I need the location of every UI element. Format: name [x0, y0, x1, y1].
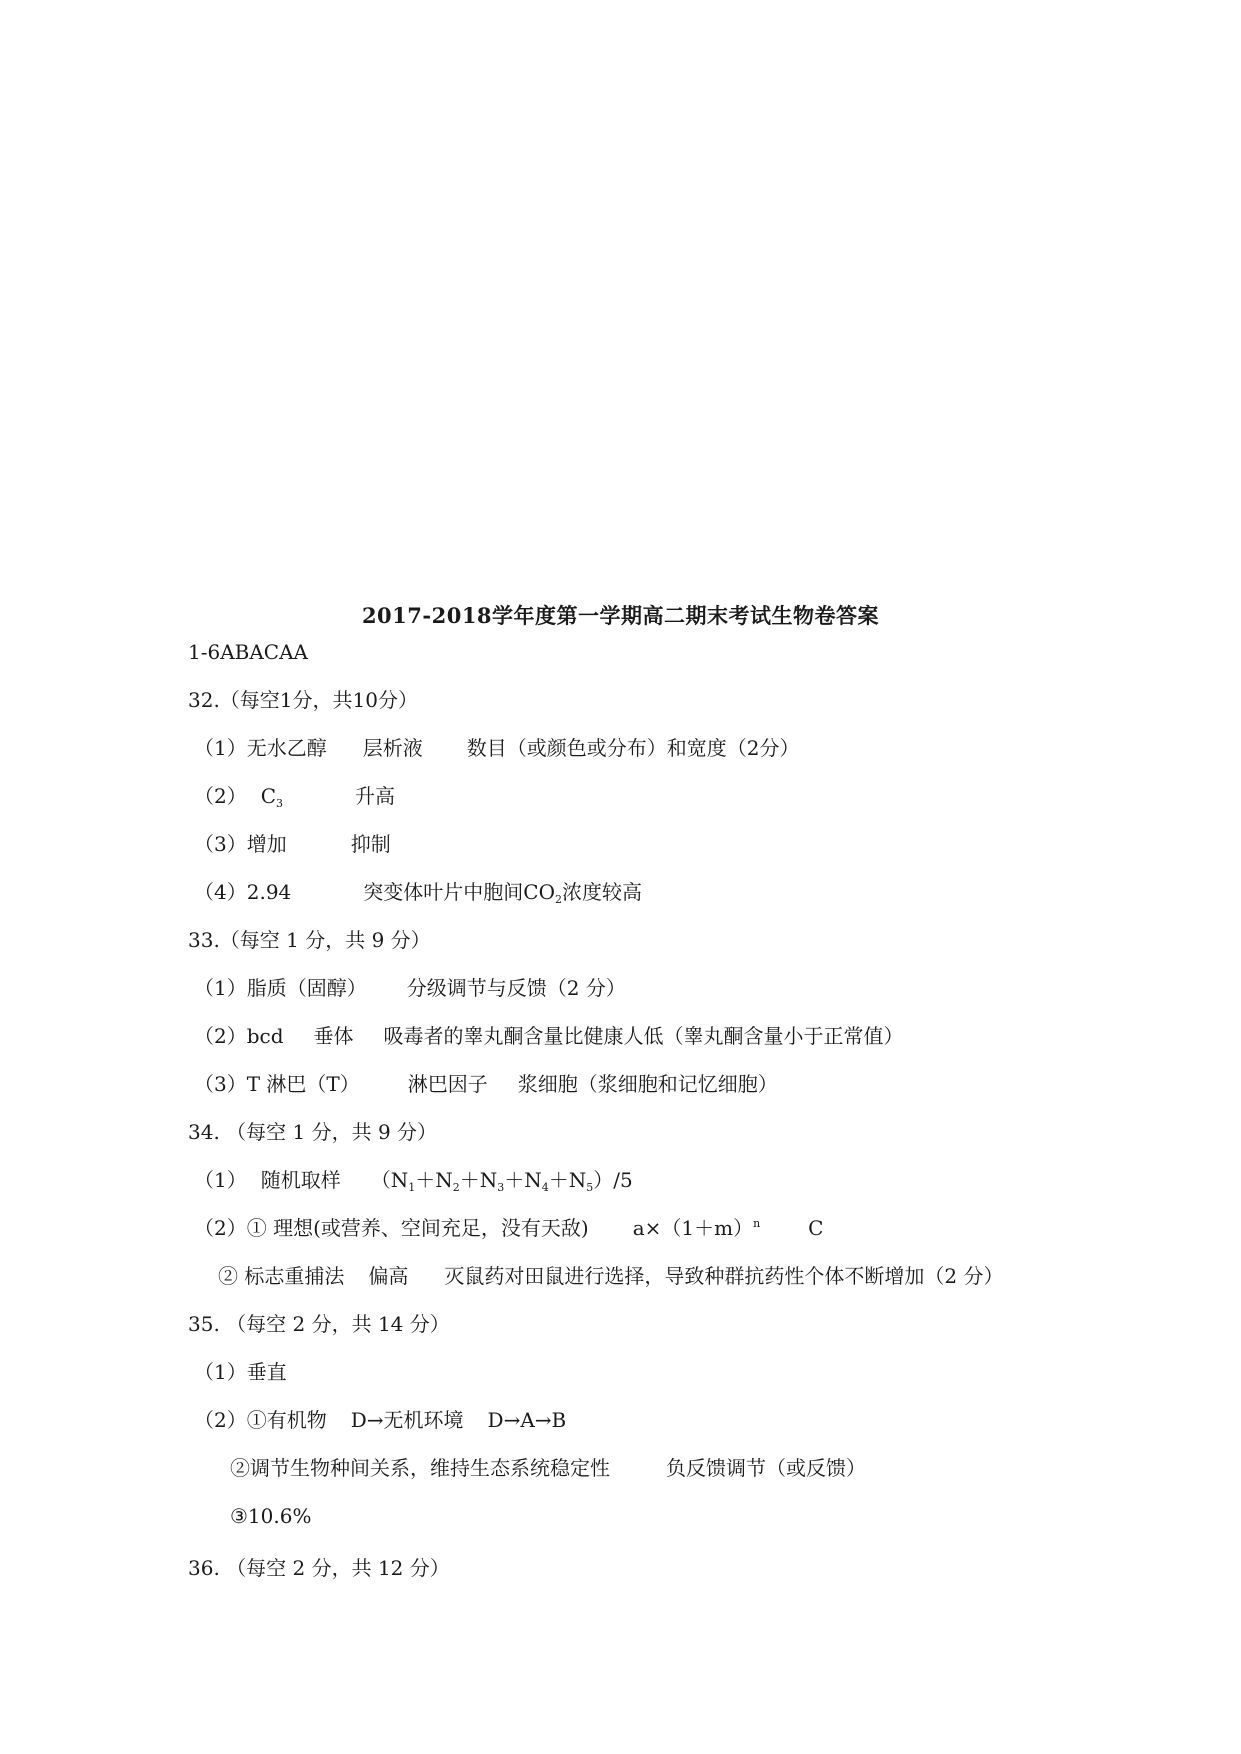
- item-number: （1）: [194, 976, 247, 1000]
- answer-text: 抑制: [350, 832, 391, 856]
- answer-1-6: 1-6ABACAA: [188, 640, 308, 664]
- answer-text: 垂体: [313, 1024, 354, 1048]
- formula-text: ）/5: [593, 1168, 633, 1192]
- answer-text: 负反馈调节（或反馈）: [666, 1456, 866, 1480]
- q34-line-2: [194, 1218, 823, 1238]
- answer-text: 数目（或颜色或分布）和宽度（2分）: [466, 736, 800, 760]
- item-number: （1）: [194, 1168, 247, 1192]
- q34-header: 34. （每空 1 分，共 9 分）: [188, 1120, 438, 1144]
- formula-text: ＋N: [548, 1168, 587, 1192]
- answer-text: C: [808, 1216, 824, 1240]
- superscript: n: [753, 1217, 761, 1230]
- answer-text: D→A→B: [487, 1408, 567, 1432]
- q33-header: 33.（每空 1 分，共 9 分）: [188, 928, 431, 952]
- answer-text: 突变体叶片中胞间CO: [363, 880, 555, 904]
- q35-line-3: [230, 1458, 866, 1478]
- answer-text: 分级调节与反馈（2 分）: [406, 976, 626, 1000]
- subscript: 4: [541, 1181, 549, 1194]
- answer-text: D→无机环境: [350, 1408, 464, 1432]
- q32-line-4: [194, 880, 642, 906]
- answer-text: 无水乙醇: [246, 736, 327, 760]
- formula-text: ＋N: [504, 1168, 542, 1192]
- answer-text: 升高: [355, 784, 396, 808]
- subscript: 3: [276, 797, 284, 810]
- subscript: 2: [452, 1181, 460, 1194]
- answer-text: ②调节生物种间关系，维持生态系统稳定性: [230, 1456, 610, 1480]
- answer-text: 浆细胞（浆细胞和记忆细胞）: [517, 1072, 778, 1096]
- item-number: （2）: [194, 1024, 247, 1048]
- q32-line-1: [194, 738, 799, 758]
- page-title: 2017-2018学年度第一学期高二期末考试生物卷答案: [361, 603, 880, 628]
- answer-text: 灭鼠药对田鼠进行选择，导致种群抗药性个体不断增加（2 分）: [444, 1264, 1004, 1288]
- answer-text: 淋巴因子: [407, 1072, 488, 1096]
- formula-text: a×（1＋m）: [632, 1216, 754, 1240]
- q32-line-3: [194, 834, 391, 854]
- q35-line-4: [230, 1506, 311, 1526]
- q35-line-2: [194, 1410, 566, 1430]
- answer-text: T 淋巴（T）: [246, 1072, 360, 1096]
- answer-text: ①有机物: [246, 1408, 327, 1432]
- q34-line-3: [218, 1266, 1003, 1286]
- formula-text: ＋N: [415, 1168, 453, 1192]
- formula-text: ＋N: [459, 1168, 498, 1192]
- q33-line-3: [194, 1074, 778, 1094]
- q35-header: 35. （每空 2 分，共 14 分）: [188, 1312, 450, 1336]
- answer-text: ③10.6%: [230, 1504, 312, 1528]
- q36-header: 36. （每空 2 分，共 12 分）: [188, 1556, 450, 1580]
- answer-text: 增加: [246, 832, 287, 856]
- item-number: （1）: [194, 1360, 247, 1384]
- answer-text: 垂直: [246, 1360, 287, 1384]
- item-number: （3）: [194, 832, 247, 856]
- answer-text: ② 标志重捕法: [218, 1264, 345, 1288]
- subscript: 2: [554, 893, 562, 906]
- answer-text: ① 理想(或营养、空间充足，没有天敌): [246, 1216, 589, 1240]
- answer-text: bcd: [246, 1024, 284, 1048]
- answer-text: 脂质（固醇）: [246, 976, 367, 1000]
- answer-text: 偏高: [368, 1264, 409, 1288]
- q33-line-1: [194, 978, 626, 998]
- answer-text: C: [260, 784, 277, 808]
- item-number: （3）: [194, 1072, 247, 1096]
- q34-line-1: [194, 1168, 633, 1194]
- formula-text: （N: [370, 1168, 409, 1192]
- item-number: （2）: [194, 784, 247, 808]
- subscript: 3: [497, 1181, 505, 1194]
- q35-line-1: [194, 1362, 287, 1382]
- answer-text: 2.94: [246, 880, 292, 904]
- q32-line-2: [194, 784, 396, 810]
- answer-text: 随机取样: [260, 1168, 341, 1192]
- item-number: （2）: [194, 1216, 247, 1240]
- item-number: （1）: [194, 736, 247, 760]
- item-number: （2）: [194, 1408, 247, 1432]
- answer-text: 浓度较高: [561, 880, 642, 904]
- subscript: 5: [586, 1181, 594, 1194]
- answer-text: 层析液: [362, 736, 423, 760]
- q33-line-2: [194, 1026, 904, 1046]
- item-number: （4）: [194, 880, 247, 904]
- subscript: 1: [408, 1181, 416, 1194]
- q32-header: 32.（每空1分，共10分）: [188, 688, 418, 712]
- answer-text: 吸毒者的睾丸酮含量比健康人低（睾丸酮含量小于正常值）: [383, 1024, 904, 1048]
